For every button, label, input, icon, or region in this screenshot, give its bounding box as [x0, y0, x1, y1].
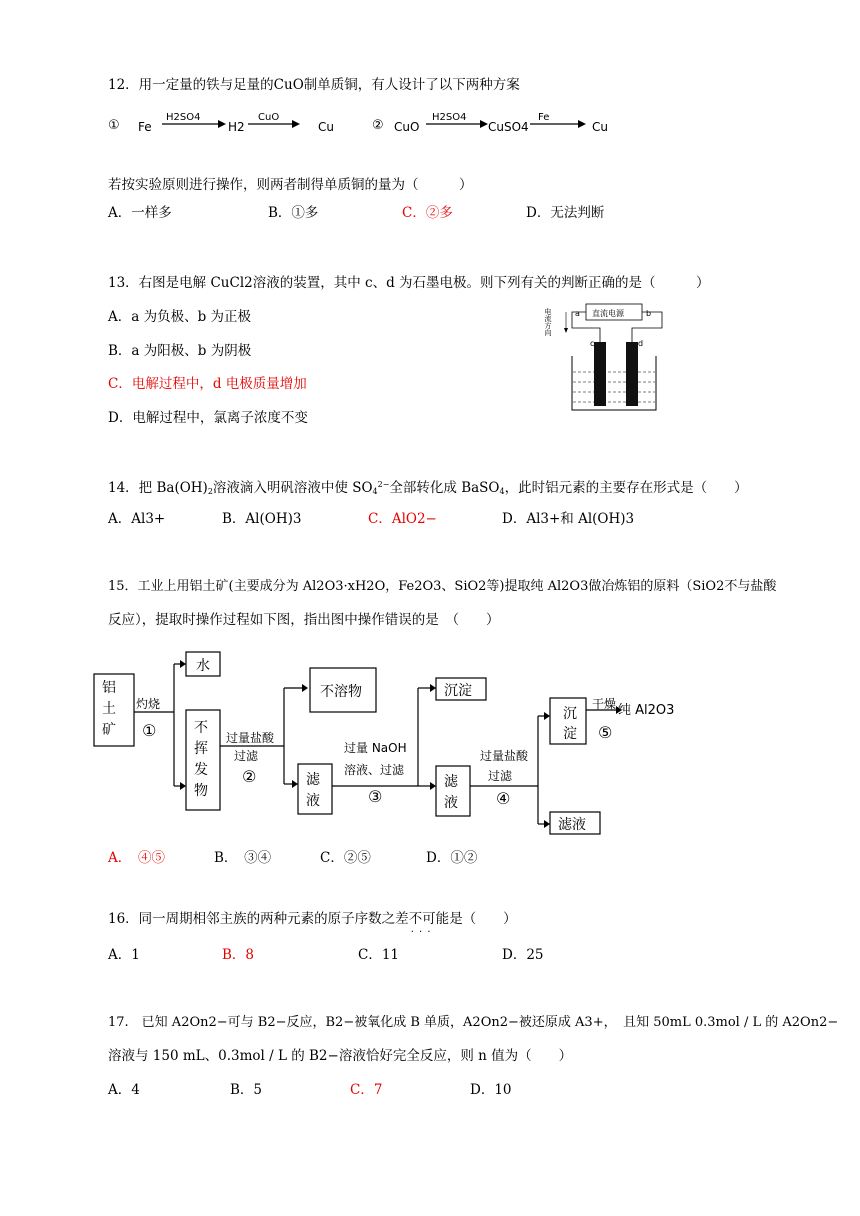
q13-option-c: C．电解过程中，d 电极质量增加 — [108, 376, 307, 392]
q14-option-a: A．Al3+ — [108, 511, 166, 527]
q14-option-b: B．Al(OH)3 — [222, 511, 302, 527]
q16-stem: 16．同一周期相邻主族的两种元素的原子序数之差不可能 · · ·是（ ） — [108, 910, 517, 928]
q13-option-b: B．a 为阳极、b 为阴极 — [108, 343, 252, 359]
q12-s1-arrow1-head — [218, 120, 226, 128]
q12-option-b: B．①多 — [268, 205, 319, 221]
q12-s2-num: ② — [372, 118, 384, 133]
naoh2-label: 溶液、过滤 — [344, 763, 405, 777]
filter2-label: 过滤 — [488, 769, 513, 783]
electrode-d-label: d — [638, 339, 644, 348]
filtrate2-vertical-label: 滤液 — [444, 774, 458, 811]
q13-stem: 13．右图是电解 CuCl2溶液的装置，其中 c、d 为石墨电极。则下列有关的判断正确的是（ ） — [108, 275, 710, 291]
electrode-c-label: c — [590, 339, 595, 348]
terminal-a-label: a — [575, 309, 580, 318]
q12-s2-start: CuO — [394, 120, 420, 134]
q12-s1-r1: H2SO4 — [166, 112, 201, 123]
q17-line1: 17. 已知 A2On2−可与 B2−反应，B2−被氧化成 B 单质，A2On2−被还原成 A3+， 且知 50mL 0.3mol / L 的 A2On2− — [108, 1015, 839, 1030]
q16-option-d: D．25 — [502, 947, 544, 963]
hcl2-label: 过量盐酸 — [480, 749, 529, 763]
q12-s2-arrow1-head — [480, 120, 488, 128]
q17-option-c: C．7 — [350, 1082, 383, 1098]
power-supply-label: 直流电源 — [592, 309, 624, 318]
q15-option-b: B． ③④ — [214, 850, 272, 866]
filtrate1-vertical-label: 滤液 — [306, 772, 320, 809]
hcl1-label: 过量盐酸 — [226, 731, 275, 745]
q14-stem: 14．把 $Ba(OH)_2$溶液滴入明矾溶液中使 $SO_4^{2-}$全部转化成 BaSO$_4$，此时铝元素的主要存在形式是（ ） — [108, 480, 748, 496]
q13-option-d: D．电解过程中，氯离子浓度不变 — [108, 410, 308, 426]
terminal-b-label: b — [646, 309, 652, 318]
q12-s1-r2: CuO — [258, 112, 280, 123]
filter1-label: 过滤 — [234, 749, 259, 763]
q15-line2: 反应），提取时操作过程如下图，指出图中操作错误的是 （ ） — [108, 612, 500, 628]
q12-s2-r1: H2SO4 — [432, 112, 467, 123]
q15-option-a: A． ④⑤ — [108, 850, 165, 866]
insoluble-label: 不溶物 — [320, 684, 362, 700]
precipitate1-label: 沉淀 — [444, 683, 472, 699]
q12-s1-num: ① — [108, 118, 120, 133]
q12-s1-mid: H2 — [228, 120, 245, 134]
q17-option-a: A．4 — [108, 1082, 140, 1098]
q15-option-d: D．①② — [426, 850, 478, 866]
step-2: ② — [242, 767, 257, 786]
q12-s2-r2: Fe — [538, 112, 550, 123]
q16-option-a: A．1 — [108, 947, 140, 963]
q14-option-d: D．Al3+和 Al(OH)3 — [502, 511, 635, 527]
pure-al2o3-label: 纯 Al2O3 — [618, 703, 675, 718]
electrode-c — [594, 342, 606, 406]
q12-option-c: C．②多 — [402, 205, 453, 221]
q17-option-b: B．5 — [230, 1082, 263, 1098]
electrode-d — [626, 342, 638, 406]
ore-vertical-label: 铝土矿 — [101, 678, 117, 741]
step-3: ③ — [368, 787, 383, 806]
step-4: ④ — [496, 789, 511, 808]
q16-emphasis: 不可能 · · · — [409, 911, 450, 927]
q12-s2-end: Cu — [592, 120, 608, 134]
current-direction-label: 电流方向 — [544, 308, 552, 336]
q17-line2: 溶液与 150 mL、0.3mol / L 的 B2−溶液恰好完全反应，则 n 值为（ ） — [108, 1048, 573, 1064]
q12-s1-end: Cu — [318, 120, 334, 134]
q12-stem: 12．用一定量的铁与足量的CuO制单质铜，有人设计了以下两种方案 — [108, 77, 520, 93]
q14-option-c: C．AlO2− — [368, 511, 437, 527]
current-arrow-head — [564, 328, 568, 333]
electrolysis-apparatus — [542, 298, 672, 416]
q13-option-a: A．a 为负极、b 为正极 — [108, 309, 252, 325]
q12-line2: 若按实验原则进行操作，则两者制得单质铜的量为（ ） — [108, 177, 473, 193]
water-label: 水 — [196, 658, 210, 674]
step-5: ⑤ — [598, 723, 613, 742]
q12-option-a: A．一样多 — [108, 205, 172, 221]
q16-option-b: B．8 — [222, 947, 255, 963]
q12-scheme-1 — [100, 104, 360, 138]
nonvolatile-vertical-label: 不挥发物 — [194, 720, 208, 799]
q15-line1: 15．工业上用铝土矿(主要成分为 Al2O3·xH2O，Fe2O3、SiO2等)提取纯 Al2O3做冶炼铝的原料（SiO2不与盐酸 — [108, 579, 777, 594]
precipitate2-vertical-label: 沉淀 — [563, 706, 577, 742]
step-1: ① — [142, 721, 157, 740]
filtrate3-label: 滤液 — [558, 817, 586, 833]
naoh-label: 过量 NaOH — [344, 741, 407, 755]
q12-s2-arrow2-head — [578, 120, 586, 128]
q16-option-c: C．11 — [358, 947, 400, 963]
q12-option-d: D．无法判断 — [526, 205, 605, 221]
q15-option-c: C．②⑤ — [320, 850, 371, 866]
q12-s1-arrow2-head — [292, 120, 300, 128]
q17-option-d: D．10 — [470, 1082, 512, 1098]
dry-label: 干燥 — [592, 697, 617, 711]
q12-s2-mid: CuSO4 — [488, 120, 529, 134]
q12-scheme-2 — [370, 104, 630, 138]
roast-label: 灼烧 — [136, 697, 161, 711]
q12-s1-start: Fe — [138, 120, 152, 134]
